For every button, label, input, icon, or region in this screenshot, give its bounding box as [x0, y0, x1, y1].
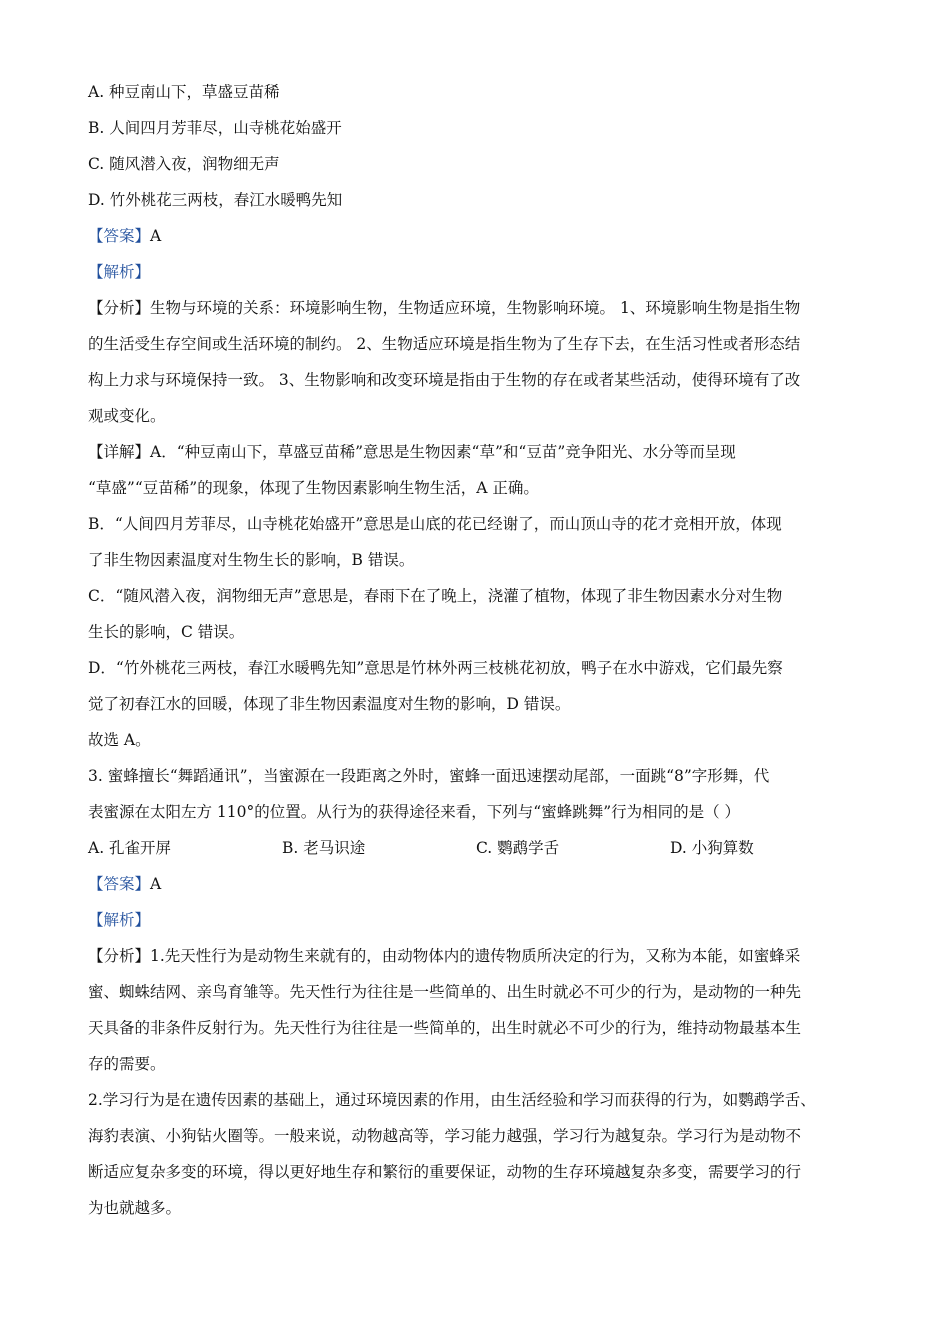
q2-answer-line — [88, 218, 870, 254]
xiangjie-tag: 【详解】 — [88, 443, 151, 461]
q2-detail-line-7: D．“竹外桃花三两枝，春江水暖鸭先知”意思是竹林外两三枝桃花初放，鸭子在水中游戏，它们最先察 — [88, 659, 783, 677]
q3-option-d: D. 小狗算数 — [670, 839, 754, 857]
q3-fenxi-line-3: 天具备的非条件反射行为。先天性行为往往是一些简单的，出生时就必不可少的行为，维持动物最基本生 — [88, 1019, 802, 1037]
q2-fenxi-line-2: 的生活受生存空间或生活环境的制约。 2、生物适应环境是指生物为了生存下去，在生活习性或者形态结 — [88, 335, 801, 353]
q2-fenxi-line-4: 观或变化。 — [88, 407, 166, 425]
answer-tag: 【答案】 — [88, 875, 151, 893]
fenxi-tag: 【分析】 — [88, 947, 151, 965]
fenxi-tag: 【分析】 — [88, 299, 151, 317]
q3-options-row — [88, 830, 870, 866]
q2-fenxi-line-3: 构上力求与环境保持一致。 3、生物影响和改变环境是指由于生物的存在或者某些活动，使得环境有了改 — [88, 371, 801, 389]
q2-detail-line-5: C．“随风潜入夜，润物细无声”意思是，春雨下在了晚上，浇灌了植物，体现了非生物因素水分对生物 — [88, 587, 783, 605]
q3-option-b: B. 老马识途 — [282, 839, 366, 857]
answer-value: A — [150, 875, 162, 893]
q3-stem-line-2: 表蜜源在太阳左方 110°的位置。从行为的获得途径来看，下列与“蜜蜂跳舞”行为相同的是（ ） — [88, 803, 741, 821]
q3-fenxi-line-6: 海豹表演、小狗钻火圈等。一般来说，动物越高等，学习能力越强，学习行为越复杂。学习行为是动物不 — [88, 1127, 802, 1145]
q2-option-b: B. 人间四月芳菲尽，山寺桃花始盛开 — [88, 119, 342, 137]
q3-stem-line-1: 3. 蜜蜂擅长“舞蹈通讯”，当蜜源在一段距离之外时，蜜蜂一面迅速摆动尾部，一面跳“8”字形舞，代 — [88, 767, 770, 785]
q3-option-c: C. 鹦鹉学舌 — [476, 839, 560, 857]
q2-conclusion: 故选 A。 — [88, 731, 151, 749]
page-content — [88, 74, 870, 1226]
q3-fenxi-line-5: 2.学习行为是在遗传因素的基础上，通过环境因素的作用，由生活经验和学习而获得的行为，如鹦鹉学舌、 — [88, 1091, 816, 1109]
q2-option-c: C. 随风潜入夜，润物细无声 — [88, 155, 280, 173]
analysis-tag: 【解析】 — [88, 911, 151, 929]
q3-answer-line — [88, 866, 870, 902]
answer-tag: 【答案】 — [88, 227, 151, 245]
xiangjie-text: A．“种豆南山下，草盛豆苗稀”意思是生物因素“草”和“豆苗”竞争阳光、水分等而呈现 — [150, 443, 736, 461]
fenxi-text: 1.先天性行为是动物生来就有的，由动物体内的遗传物质所决定的行为，又称为本能，如蜜蜂采 — [150, 947, 801, 965]
q2-detail-line-8: 觉了初春江水的回暖，体现了非生物因素温度对生物的影响，D 错误。 — [88, 695, 571, 713]
q2-detail-line-4: 了非生物因素温度对生物生长的影响，B 错误。 — [88, 551, 415, 569]
q2-detail-line-3: B．“人间四月芳菲尽，山寺桃花始盛开”意思是山底的花已经谢了，而山顶山寺的花才竞相开放，体现 — [88, 515, 782, 533]
q2-option-a: A. 种豆南山下，草盛豆苗稀 — [88, 83, 280, 101]
q2-detail-line-2: “草盛”“豆苗稀”的现象，体现了生物因素影响生物生活，A 正确。 — [88, 479, 539, 497]
analysis-tag: 【解析】 — [88, 263, 151, 281]
q3-fenxi-line-7: 断适应复杂多变的环境，得以更好地生存和繁衍的重要保证，动物的生存环境越复杂多变，需要学习的行 — [88, 1163, 802, 1181]
q3-fenxi-line-2: 蜜、蜘蛛结网、亲鸟育雏等。先天性行为往往是一些简单的、出生时就必不可少的行为，是动物的一种先 — [88, 983, 802, 1001]
q3-option-a: A. 孔雀开屏 — [88, 839, 172, 857]
q2-option-d: D. 竹外桃花三两枝，春江水暖鸭先知 — [88, 191, 343, 209]
q3-fenxi-line-8: 为也就越多。 — [88, 1199, 182, 1217]
answer-value: A — [150, 227, 162, 245]
q2-detail-line-6: 生长的影响，C 错误。 — [88, 623, 245, 641]
fenxi-text: 生物与环境的关系：环境影响生物，生物适应环境，生物影响环境。 1、环境影响生物是指生物 — [150, 299, 801, 317]
q2-detail-line-1 — [88, 434, 870, 470]
q3-fenxi-line-1 — [88, 938, 870, 974]
q3-fenxi-line-4: 存的需要。 — [88, 1055, 166, 1073]
q2-fenxi-line-1 — [88, 290, 870, 326]
